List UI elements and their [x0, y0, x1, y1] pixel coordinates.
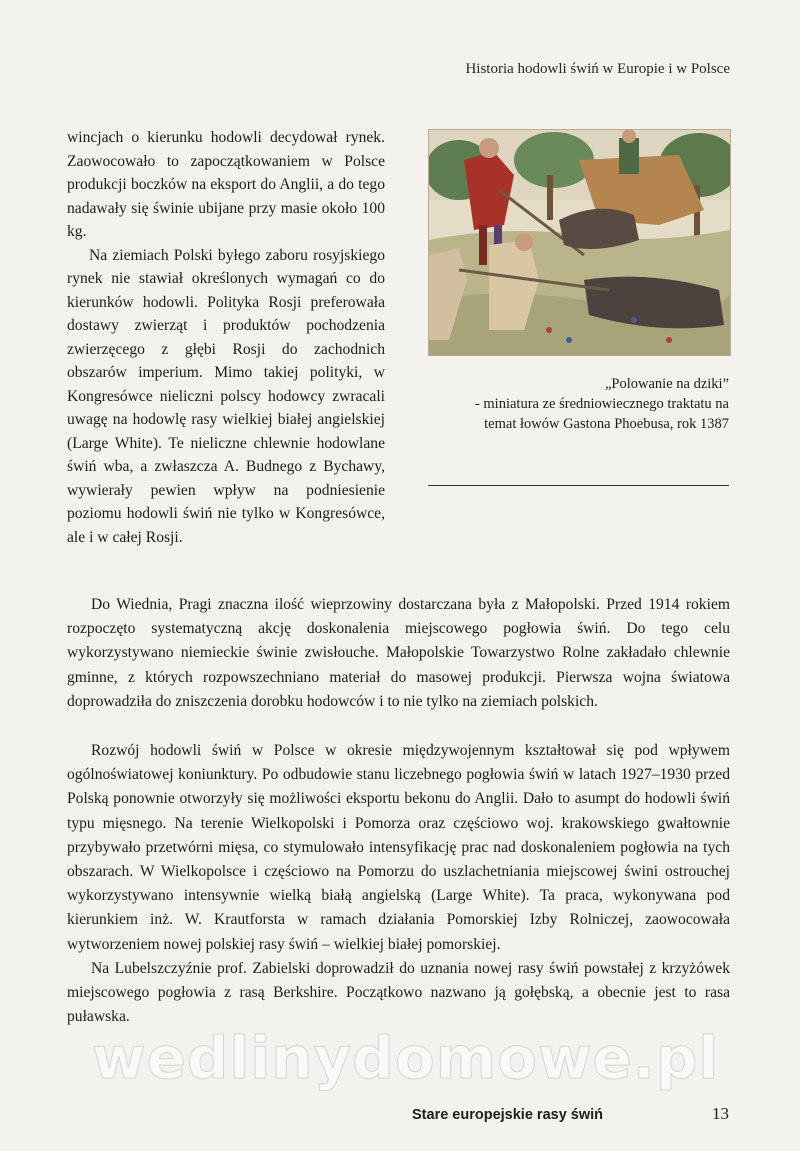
figure-caption — [419, 374, 729, 434]
column-paragraph-1: wincjach o kierunku hodowli decydował rynek. Zaowocowało to zapoczątkowaniem w Polsce produkcji boczków na eksport do Anglii, a do tego nadawały się świnie ubijane przy masie około 100 kg. — [67, 129, 385, 240]
caption-line-2: - miniatura ze średniowiecznego traktatu na — [474, 396, 729, 412]
caption-line-1: „Polowanie na dziki” — [604, 376, 729, 392]
body-paragraph-3: Na Lubelszczyźnie prof. Zabielski doprowadził do uznania nowej rasy świń powstałej z krzyżówek miejscowego pogłowia z rasą Berkshire. Początkowo nazwano ją gołębską, a obecnie jest to rasa puławska. — [67, 959, 730, 1026]
body-section-2 — [67, 739, 730, 1029]
left-column-text — [67, 126, 385, 549]
running-header: Historia hodowli świń w Europie i w Polsce — [465, 61, 730, 77]
caption-divider — [428, 485, 729, 486]
boar-hunt-miniature-image — [428, 129, 731, 356]
body-section-1 — [67, 593, 730, 714]
page-number: 13 — [712, 1104, 729, 1123]
caption-line-3: temat łowów Gastona Phoebusa, rok 1387 — [484, 416, 729, 432]
site-watermark: wedlinydomowe.pl — [92, 1024, 720, 1092]
column-paragraph-2: Na ziemiach Polski byłego zaboru rosyjskiego rynek nie stawiał określonych wymagań co do kierunków hodowli. Polityka Rosji preferowała dostawy zwierząt i produktów pochodzenia zwierzęcego z głębi Rosji do zachodnich obszarów imperium. Mimo takiej polityki, w Kongresówce nieliczni polscy hodowcy zwracali uwagę na hodowlę rasy wielkiej białej angielskiej (Large White). Te nieliczne chlewnie hodowlane świń wba, a zwłaszcza A. Budnego z Bychawy, wywierały pewien wpływ na podniesienie poziomu hodowli świń nie tylko w Kongresówce, ale i w całej Rosji. — [67, 246, 385, 546]
footer-book-title: Stare europejskie rasy świń — [412, 1107, 604, 1123]
body-paragraph-2: Rozwój hodowli świń w Polsce w okresie międzywojennym kształtował się pod wpływem ogólnoświatowej koniunktury. Po odbudowie stanu liczebnego pogłowia świń w latach 1927–1930 przed Polską ponownie otworzyły się możliwości eksportu bekonu do Anglii. Dało to asumpt do hodowli świń typu mięsnego. Na terenie Wielkopolski i Pomorza oraz częściowo woj. krakowskiego gwałtownie przybywało przetwórni mięsa, co stymulowało intensyfikację prac nad doskonaleniem pogłowia na tych obszarach. W Wielkopolsce i częściowo na Pomorzu do uszlachetniania miejscowej świni ostrouchej wykorzystywano intensywnie wielką białą angielską (Large White). Ta praca, wykonywana pod kierunkiem inż. W. Krautforsta w ramach działania Pomorskiej Izby Rolniczej, zaowocowała wytworzeniem nowej polskiej rasy świń – wielkiej białej pomorskiej. — [67, 742, 730, 953]
body-paragraph-1: Do Wiednia, Pragi znaczna ilość wieprzowiny dostarczana była z Małopolski. Przed 1914 rokiem rozpoczęto systematyczną akcję doskonalenia miejscowego pogłowia świń. Do tego celu wykorzystywano niemieckie świnie zwisłouche. Małopolskie Towarzystwo Rolne zakładało chlewnie gminne, z których rozpowszechniano materiał do masowej produkcji. Pierwsza wojna światowa doprowadziła do zniszczenia dorobku hodowców i to nie tylko na ziemiach polskich. — [67, 596, 730, 710]
